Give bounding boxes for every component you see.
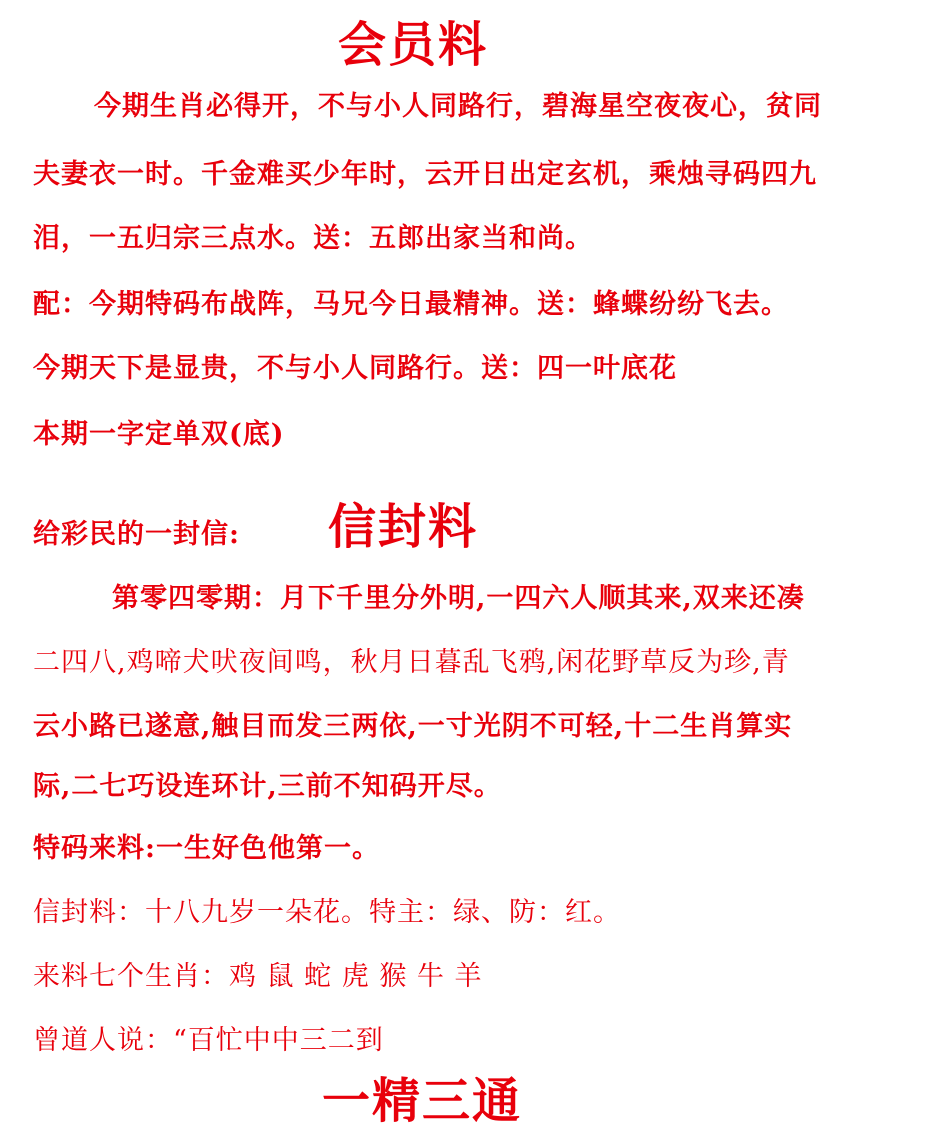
member-line-6: 本期一字定单双(底)	[33, 419, 285, 450]
special-code-line: 特码来料:一生好色他第一。	[33, 833, 380, 864]
member-line-3: 泪，一五归宗三点水。送：五郎出家当和尚。	[33, 223, 593, 254]
envelope-line-2: 二四八,鸡啼犬吠夜间鸣，秋月日暮乱飞鸦,闲花野草反为珍,青	[33, 647, 790, 678]
member-title: 会员料	[338, 17, 489, 73]
member-line-2: 夫妻衣一时。千金难买少年时，云开日出定玄机，乘烛寻码四九	[33, 159, 817, 190]
envelope-line-1: 第零四零期：月下千里分外明,一四六人顺其来,双来还凑	[112, 583, 805, 614]
member-line-4: 配：今期特码布战阵，马兄今日最精神。送：蜂蝶纷纷飞去。	[33, 289, 789, 320]
envelope-material-line: 信封料：十八九岁一朵花。特主：绿、防：红。	[33, 897, 621, 928]
envelope-title: 信封料	[328, 499, 479, 555]
zodiac-line: 来料七个生肖：鸡 鼠 蛇 虎 猴 牛 羊	[33, 961, 483, 992]
member-line-1: 今期生肖必得开，不与小人同路行，碧海星空夜夜心，贫同	[94, 91, 822, 122]
daoist-quote-line: 曾道人说：“百忙中中三二到	[33, 1025, 384, 1056]
member-line-5: 今期天下是显贵，不与小人同路行。送：四一叶底花	[33, 353, 677, 384]
footer-title: 一精三通	[322, 1073, 523, 1129]
letter-label: 给彩民的一封信:	[33, 519, 240, 550]
envelope-line-3: 云小路已遂意,触目而发三两依,一寸光阴不可轻,十二生肖算实	[33, 711, 793, 742]
envelope-line-4: 际,二七巧设连环计,三前不知码开尽。	[33, 771, 502, 802]
